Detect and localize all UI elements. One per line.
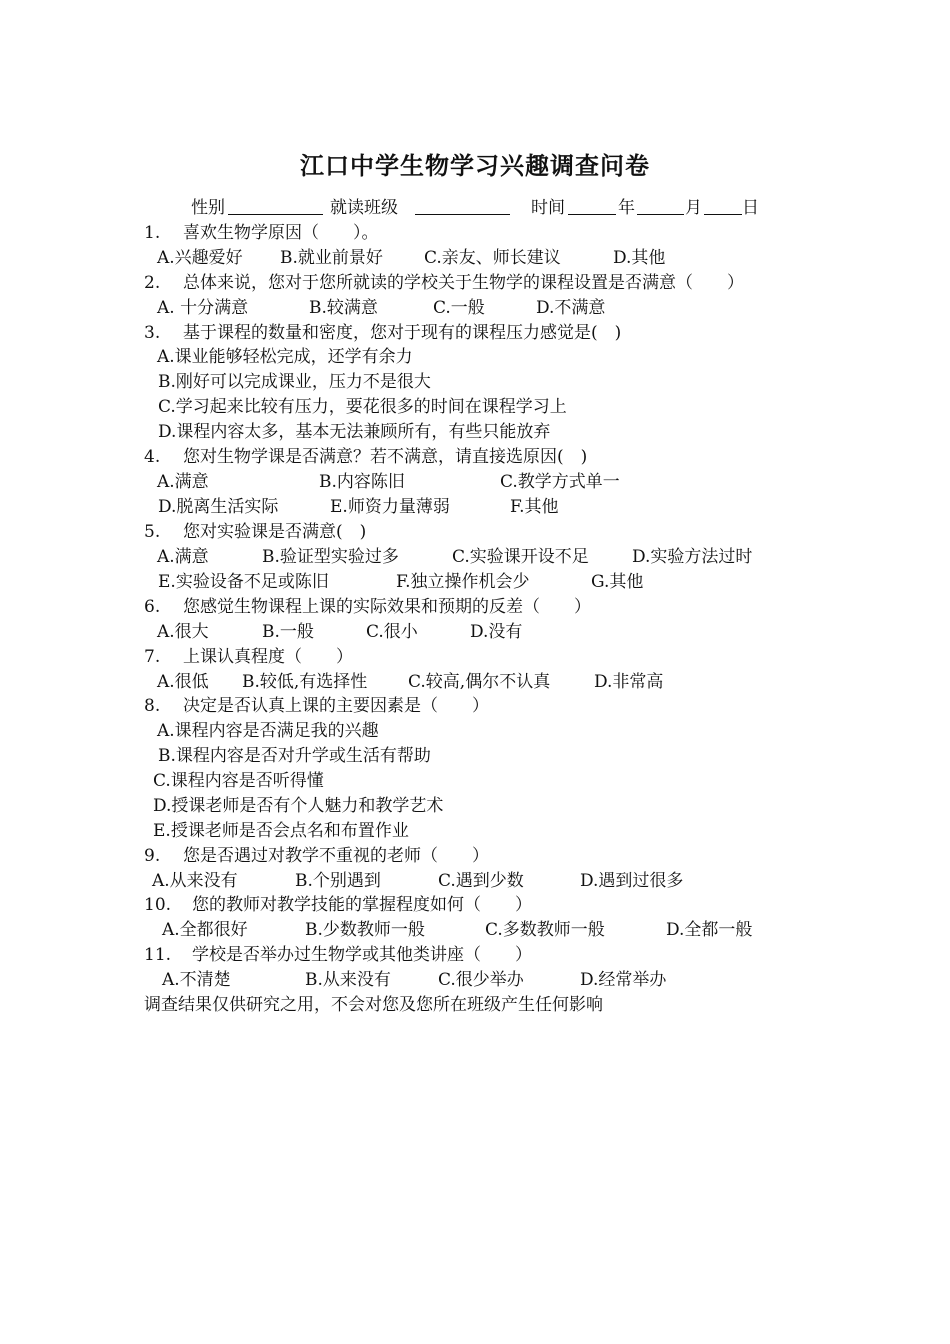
question-text: 喜欢生物学原因（ ）。 bbox=[183, 223, 379, 243]
option[interactable]: C.亲友、师长建议 bbox=[424, 248, 561, 268]
question-text: 基于课程的数量和密度，您对于现有的课程压力感觉是( ) bbox=[183, 323, 622, 343]
option[interactable]: B.课程内容是否对升学或生活有帮助 bbox=[158, 746, 431, 766]
option[interactable]: D.遇到过很多 bbox=[580, 871, 684, 891]
option[interactable]: A.很低 bbox=[157, 672, 209, 692]
option[interactable]: D.脱离生活实际 bbox=[158, 497, 279, 517]
page-title: 江口中学生物学习兴趣调查问卷 bbox=[300, 151, 650, 180]
option[interactable]: B.就业前景好 bbox=[280, 248, 383, 268]
gender-blank[interactable] bbox=[228, 197, 323, 215]
option[interactable]: F.其他 bbox=[510, 497, 559, 517]
option[interactable]: G.其他 bbox=[591, 572, 644, 592]
question-number: 5. bbox=[144, 522, 161, 542]
option[interactable]: B.较满意 bbox=[309, 298, 378, 318]
option[interactable]: B.验证型实验过多 bbox=[262, 547, 399, 567]
question-number: 9. bbox=[144, 846, 161, 866]
gender-label: 性别 bbox=[191, 198, 225, 218]
option[interactable]: D.没有 bbox=[470, 622, 523, 642]
option[interactable]: C.教学方式单一 bbox=[500, 472, 620, 492]
option[interactable]: F.独立操作机会少 bbox=[396, 572, 530, 592]
option[interactable]: C.很少举办 bbox=[438, 970, 524, 990]
question-text: 您是否遇过对教学不重视的老师（ ） bbox=[183, 846, 489, 866]
option[interactable]: B.少数教师一般 bbox=[305, 920, 425, 940]
month-blank[interactable] bbox=[637, 197, 684, 215]
question-text: 您感觉生物课程上课的实际效果和预期的反差（ ） bbox=[183, 597, 591, 617]
option[interactable]: C.学习起来比较有压力，要花很多的时间在课程学习上 bbox=[158, 397, 567, 417]
option[interactable]: A.课程内容是否满足我的兴趣 bbox=[157, 721, 379, 741]
question-number: 11. bbox=[144, 945, 172, 965]
question-text: 决定是否认真上课的主要因素是（ ） bbox=[183, 696, 489, 716]
option[interactable]: C.课程内容是否听得懂 bbox=[153, 771, 324, 791]
option[interactable]: C.遇到少数 bbox=[438, 871, 524, 891]
option[interactable]: A. 十分满意 bbox=[157, 298, 249, 318]
question-number: 1. bbox=[144, 223, 161, 243]
option[interactable]: B.个别遇到 bbox=[295, 871, 381, 891]
option[interactable]: A.很大 bbox=[157, 622, 209, 642]
year-label: 年 bbox=[618, 198, 635, 218]
option[interactable]: C.实验课开设不足 bbox=[452, 547, 589, 567]
option[interactable]: E.师资力量薄弱 bbox=[330, 497, 450, 517]
option[interactable]: D.授课老师是否有个人魅力和教学艺术 bbox=[153, 796, 444, 816]
question-text: 您对生物学课是否满意？若不满意，请直接选原因( ) bbox=[183, 447, 588, 467]
option[interactable]: B.一般 bbox=[262, 622, 314, 642]
question-text: 总体来说，您对于您所就读的学校关于生物学的课程设置是否满意（ ） bbox=[183, 273, 744, 293]
info-line bbox=[0, 197, 950, 219]
question-number: 7. bbox=[144, 647, 161, 667]
option[interactable]: B.内容陈旧 bbox=[319, 472, 405, 492]
option[interactable]: A.不清楚 bbox=[162, 970, 231, 990]
month-label: 月 bbox=[685, 198, 702, 218]
option[interactable]: A.全都很好 bbox=[162, 920, 248, 940]
year-blank[interactable] bbox=[568, 197, 616, 215]
option[interactable]: A.课业能够轻松完成，还学有余力 bbox=[157, 347, 413, 367]
option[interactable]: B.刚好可以完成课业，压力不是很大 bbox=[158, 372, 431, 392]
day-label: 日 bbox=[742, 198, 759, 218]
option[interactable]: A.兴趣爱好 bbox=[157, 248, 243, 268]
class-blank[interactable] bbox=[415, 197, 510, 215]
question-number: 2. bbox=[144, 273, 161, 293]
class-label: 就读班级 bbox=[330, 198, 398, 218]
option[interactable]: C.很小 bbox=[366, 622, 418, 642]
option[interactable]: A.从来没有 bbox=[152, 871, 238, 891]
option[interactable]: C.较高,偶尔不认真 bbox=[408, 672, 551, 692]
time-label: 时间 bbox=[531, 198, 565, 218]
option[interactable]: D.经常举办 bbox=[580, 970, 667, 990]
option[interactable]: D.全都一般 bbox=[666, 920, 753, 940]
option[interactable]: C.一般 bbox=[433, 298, 485, 318]
option[interactable]: D.非常高 bbox=[594, 672, 664, 692]
question-number: 10. bbox=[144, 895, 172, 915]
option[interactable]: A.满意 bbox=[157, 547, 209, 567]
option[interactable]: B.较低,有选择性 bbox=[242, 672, 368, 692]
option[interactable]: D.其他 bbox=[613, 248, 666, 268]
option[interactable]: A.满意 bbox=[157, 472, 209, 492]
question-text: 学校是否举办过生物学或其他类讲座（ ） bbox=[192, 945, 532, 965]
option[interactable]: B.从来没有 bbox=[305, 970, 391, 990]
question-number: 8. bbox=[144, 696, 161, 716]
option[interactable]: E.实验设备不足或陈旧 bbox=[158, 572, 329, 592]
footer-note: 调查结果仅供研究之用，不会对您及您所在班级产生任何影响 bbox=[144, 995, 603, 1015]
option[interactable]: D.不满意 bbox=[536, 298, 606, 318]
option[interactable]: E.授课老师是否会点名和布置作业 bbox=[153, 821, 409, 841]
question-text: 您对实验课是否满意( ) bbox=[183, 522, 367, 542]
question-number: 6. bbox=[144, 597, 161, 617]
question-number: 3. bbox=[144, 323, 161, 343]
question-number: 4. bbox=[144, 447, 161, 467]
option[interactable]: C.多数教师一般 bbox=[485, 920, 605, 940]
option[interactable]: D.课程内容太多，基本无法兼顾所有，有些只能放弃 bbox=[158, 422, 551, 442]
day-blank[interactable] bbox=[704, 197, 742, 215]
question-text: 您的教师对教学技能的掌握程度如何（ ） bbox=[192, 895, 532, 915]
option[interactable]: D.实验方法过时 bbox=[632, 547, 753, 567]
question-text: 上课认真程度（ ） bbox=[183, 647, 353, 667]
